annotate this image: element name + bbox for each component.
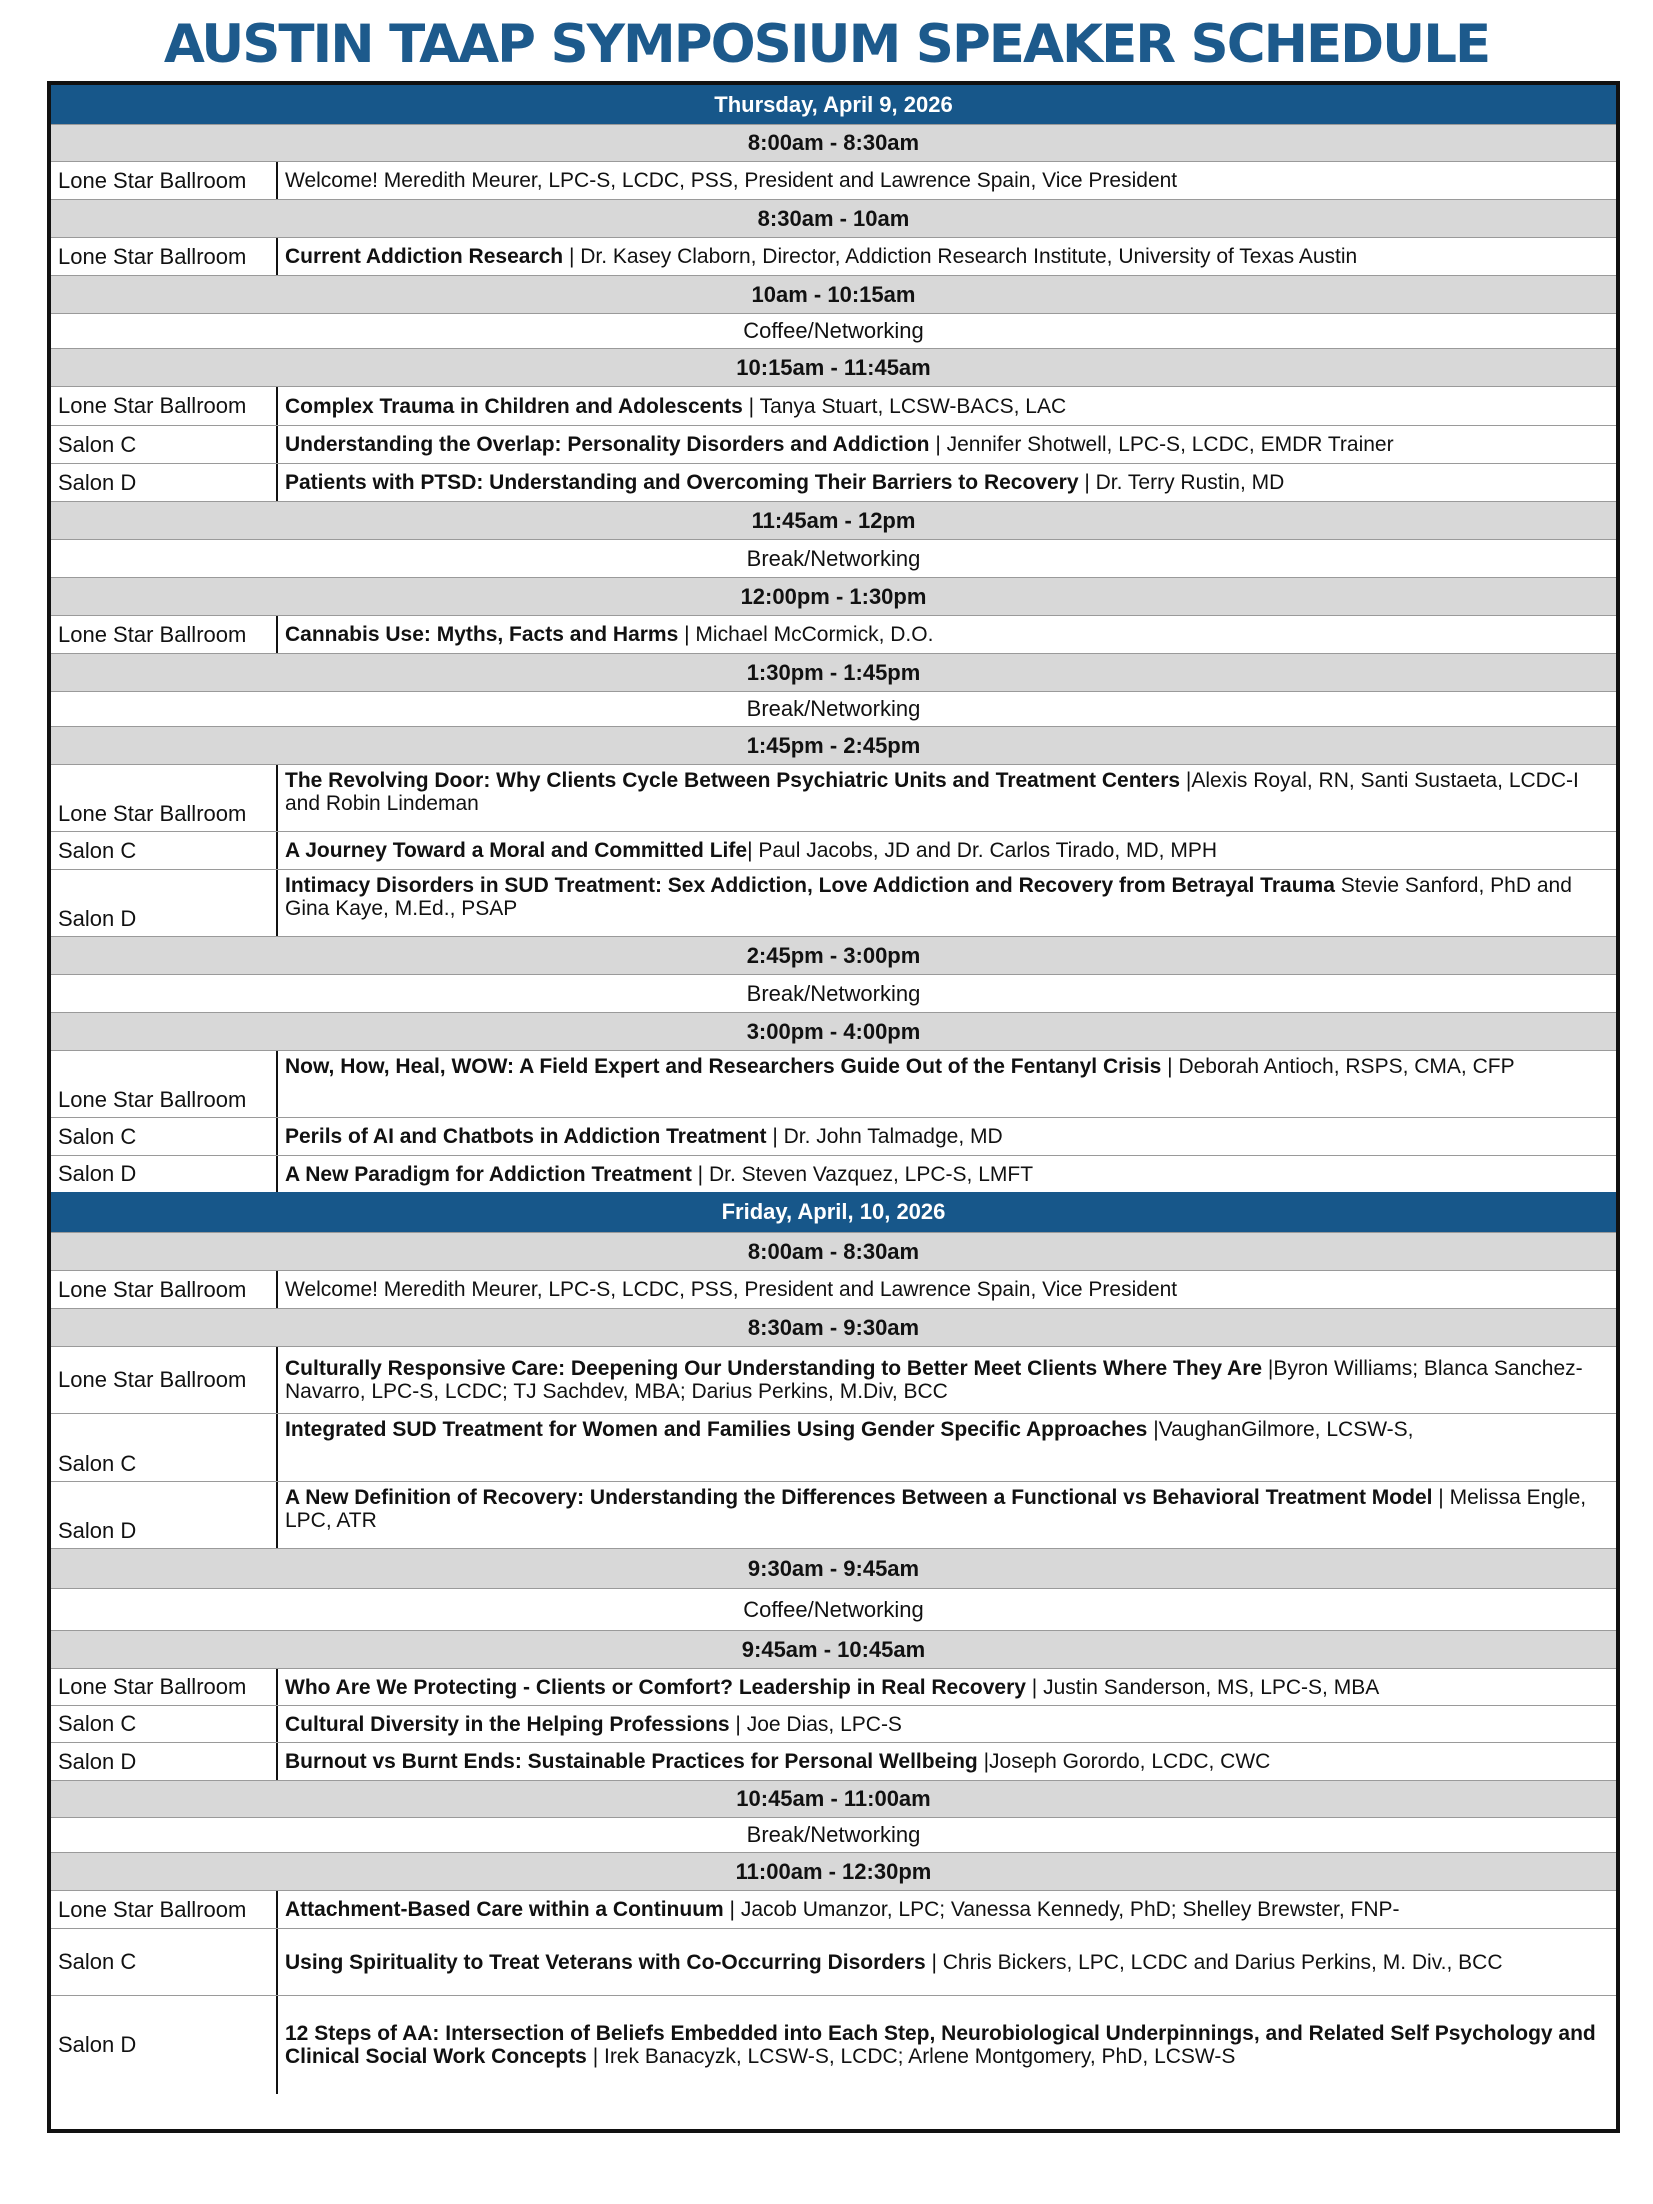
day-header: Friday, April, 10, 2026: [51, 1192, 1616, 1232]
session-speakers: |Alexis Royal, RN, Santi Sustaeta, LCDC-I and Robin Lindeman: [285, 769, 1579, 815]
session-title: Culturally Responsive Care: Deepening Our Understanding to Better Meet Clients Where They Are: [285, 1357, 1263, 1380]
time-slot-header: 1:30pm - 1:45pm: [51, 653, 1616, 691]
session-row: [51, 1928, 1616, 1995]
session-title: Intimacy Disorders in SUD Treatment: Sex Addiction, Love Addiction and Recovery from Betrayal Trauma: [285, 874, 1335, 897]
session-cell: [278, 1414, 1616, 1481]
session-speakers: |Joseph Gorordo, LCDC, CWC: [977, 1750, 1271, 1773]
time-slot-header: 8:00am - 8:30am: [51, 1232, 1616, 1270]
break-row: Break/Networking: [51, 974, 1616, 1012]
session-speakers: |VaughanGilmore, LCSW-S,: [1147, 1418, 1414, 1441]
session-cell: [278, 162, 1616, 199]
session-speakers: | Joe Dias, LPC-S: [729, 1712, 902, 1736]
session-speakers: | Tanya Stuart, LCSW-BACS, LAC: [742, 394, 1067, 418]
room-cell: Salon C: [51, 832, 278, 869]
session-row: [51, 1155, 1616, 1192]
session-row: [51, 1995, 1616, 2094]
room-cell: Lone Star Ballroom: [51, 162, 278, 199]
time-slot-header: 2:45pm - 3:00pm: [51, 936, 1616, 974]
break-row: Break/Networking: [51, 539, 1616, 577]
session-cell: [278, 1669, 1616, 1705]
session-title: Complex Trauma in Children and Adolescents: [285, 394, 743, 418]
session-speakers: | Melissa Engle, LPC, ATR: [285, 1486, 1587, 1532]
session-title: Cultural Diversity in the Helping Professions: [285, 1712, 730, 1736]
session-row: [51, 615, 1616, 653]
time-slot-header: 1:45pm - 2:45pm: [51, 726, 1616, 764]
time-slot-header: 11:00am - 12:30pm: [51, 1852, 1616, 1890]
session-row: [51, 1346, 1616, 1413]
session-speakers: |Byron Williams; Blanca Sanchez-Navarro, LPC-S, LCDC; TJ Sachdev, MBA; Darius Perkins, M.Div, BCC: [285, 1357, 1583, 1403]
session-speakers: | Paul Jacobs, JD and Dr. Carlos Tirado, MD, MPH: [747, 839, 1218, 862]
session-row: [51, 764, 1616, 831]
session-cell: [278, 1482, 1616, 1548]
time-slot-header: 3:00pm - 4:00pm: [51, 1012, 1616, 1050]
session-title: Attachment-Based Care within a Continuum: [285, 1898, 724, 1921]
room-cell: Salon D: [51, 464, 278, 501]
session-speakers: | Deborah Antioch, RSPS, CMA, CFP: [1161, 1055, 1515, 1078]
session-cell: [278, 1891, 1616, 1928]
time-slot-header: 10am - 10:15am: [51, 275, 1616, 313]
break-row: Coffee/Networking: [51, 313, 1616, 348]
break-row: Coffee/Networking: [51, 1588, 1616, 1630]
room-cell: Lone Star Ballroom: [51, 1271, 278, 1308]
session-speakers: | Chris Bickers, LPC, LCDC and Darius Perkins, M. Div., BCC: [925, 1950, 1503, 1974]
session-row: [51, 1705, 1616, 1742]
session-title: Now, How, Heal, WOW: A Field Expert and Researchers Guide Out of the Fentanyl Crisis: [285, 1055, 1162, 1078]
room-cell: Lone Star Ballroom: [51, 1051, 278, 1117]
session-row: [51, 237, 1616, 275]
room-cell: Salon C: [51, 1414, 278, 1481]
session-cell: [278, 1706, 1616, 1742]
session-title: Who Are We Protecting - Clients or Comfort? Leadership in Real Recovery: [285, 1675, 1026, 1699]
session-title: A New Definition of Recovery: Understanding the Differences Between a Functional vs Behavioral Treatment Model: [285, 1486, 1433, 1509]
room-cell: Lone Star Ballroom: [51, 1891, 278, 1928]
session-speakers: | Dr. John Talmadge, MD: [766, 1125, 1003, 1148]
room-cell: Salon C: [51, 426, 278, 463]
session-speakers: | Dr. Terry Rustin, MD: [1078, 471, 1285, 494]
session-row: [51, 161, 1616, 199]
session-cell: [278, 1271, 1616, 1308]
session-title: Patients with PTSD: Understanding and Overcoming Their Barriers to Recovery: [285, 471, 1079, 494]
room-cell: Salon D: [51, 1156, 278, 1192]
session-cell: [278, 387, 1616, 425]
time-slot-header: 11:45am - 12pm: [51, 501, 1616, 539]
session-title: Current Addiction Research: [285, 245, 564, 268]
session-speakers: | Jacob Umanzor, LPC; Vanessa Kennedy, PhD; Shelley Brewster, FNP-: [723, 1898, 1400, 1921]
time-slot-header: 9:30am - 9:45am: [51, 1548, 1616, 1588]
session-speakers: Stevie Sanford, PhD and Gina Kaye, M.Ed., PSAP: [285, 874, 1572, 920]
session-cell: [278, 1929, 1616, 1995]
session-title: Understanding the Overlap: Personality Disorders and Addiction: [285, 433, 930, 456]
session-title: Burnout vs Burnt Ends: Sustainable Practices for Personal Wellbeing: [285, 1750, 978, 1773]
room-cell: Salon D: [51, 1996, 278, 2094]
session-title: Cannabis Use: Myths, Facts and Harms: [285, 623, 679, 646]
room-cell: Salon C: [51, 1929, 278, 1995]
session-cell: [278, 870, 1616, 936]
session-title: A Journey Toward a Moral and Committed Life: [285, 839, 748, 862]
session-cell: [278, 1347, 1616, 1413]
session-row: [51, 1117, 1616, 1155]
room-cell: Lone Star Ballroom: [51, 765, 278, 831]
room-cell: Salon D: [51, 870, 278, 936]
session-cell: [278, 1996, 1616, 2094]
room-cell: Lone Star Ballroom: [51, 1347, 278, 1413]
session-speakers: | Jennifer Shotwell, LPC-S, LCDC, EMDR Trainer: [929, 433, 1394, 456]
page-title: AUSTIN TAAP SYMPOSIUM SPEAKER SCHEDULE: [163, 14, 1490, 75]
session-cell: [278, 616, 1616, 653]
session-cell: [278, 464, 1616, 501]
session-title: Perils of AI and Chatbots in Addiction Treatment: [285, 1125, 767, 1148]
session-speakers: Welcome! Meredith Meurer, LPC-S, LCDC, PSS, President and Lawrence Spain, Vice President: [285, 169, 1178, 192]
room-cell: Salon C: [51, 1706, 278, 1742]
session-speakers: | Irek Banacyzk, LCSW-S, LCDC; Arlene Montgomery, PhD, LCSW-S: [586, 2045, 1236, 2068]
session-speakers: Welcome! Meredith Meurer, LPC-S, LCDC, PSS, President and Lawrence Spain, Vice President: [285, 1278, 1178, 1301]
day-header: Thursday, April 9, 2026: [51, 85, 1616, 124]
time-slot-header: 12:00pm - 1:30pm: [51, 577, 1616, 615]
session-row: [51, 1270, 1616, 1308]
room-cell: Salon D: [51, 1482, 278, 1548]
time-slot-header: 8:30am - 9:30am: [51, 1308, 1616, 1346]
session-title: The Revolving Door: Why Clients Cycle Between Psychiatric Units and Treatment Centers: [285, 769, 1181, 792]
session-speakers: | Dr. Steven Vazquez, LPC-S, LMFT: [691, 1162, 1034, 1186]
break-row: Break/Networking: [51, 691, 1616, 726]
session-row: [51, 386, 1616, 425]
room-cell: Lone Star Ballroom: [51, 238, 278, 275]
session-title: 12 Steps of AA: Intersection of Beliefs Embedded into Each Step, Neurobiological Underpinnings, and Related Self Psychology and Clinical Social Work Concepts: [285, 2022, 1596, 2068]
session-row: [51, 1890, 1616, 1928]
session-speakers: | Dr. Kasey Claborn, Director, Addiction Research Institute, University of Texas Austin: [563, 245, 1358, 268]
room-cell: Lone Star Ballroom: [51, 387, 278, 425]
session-row: [51, 1742, 1616, 1780]
room-cell: Salon C: [51, 1118, 278, 1155]
session-row: [51, 869, 1616, 936]
session-cell: [278, 426, 1616, 463]
break-row: Break/Networking: [51, 1817, 1616, 1852]
session-cell: [278, 1743, 1616, 1780]
room-cell: Lone Star Ballroom: [51, 1669, 278, 1705]
session-speakers: | Michael McCormick, D.O.: [678, 623, 934, 646]
time-slot-header: 9:45am - 10:45am: [51, 1630, 1616, 1668]
time-slot-header: 10:15am - 11:45am: [51, 348, 1616, 386]
schedule-table: [47, 81, 1620, 2133]
session-row: [51, 831, 1616, 869]
session-title: Integrated SUD Treatment for Women and Families Using Gender Specific Approaches: [285, 1418, 1148, 1441]
session-row: [51, 1050, 1616, 1117]
session-row: [51, 463, 1616, 501]
session-cell: [278, 238, 1616, 275]
session-row: [51, 1668, 1616, 1705]
session-row: [51, 1481, 1616, 1548]
session-row: [51, 1413, 1616, 1481]
room-cell: Salon D: [51, 1743, 278, 1780]
session-cell: [278, 765, 1616, 831]
time-slot-header: 10:45am - 11:00am: [51, 1780, 1616, 1817]
session-speakers: | Justin Sanderson, MS, LPC-S, MBA: [1025, 1675, 1380, 1699]
time-slot-header: 8:30am - 10am: [51, 199, 1616, 237]
room-cell: Lone Star Ballroom: [51, 616, 278, 653]
session-cell: [278, 1051, 1616, 1117]
session-title: A New Paradigm for Addiction Treatment: [285, 1162, 692, 1186]
session-row: [51, 425, 1616, 463]
time-slot-header: 8:00am - 8:30am: [51, 124, 1616, 161]
session-title: Using Spirituality to Treat Veterans with Co-Occurring Disorders: [285, 1950, 926, 1974]
session-cell: [278, 1156, 1616, 1192]
session-cell: [278, 832, 1616, 869]
session-cell: [278, 1118, 1616, 1155]
